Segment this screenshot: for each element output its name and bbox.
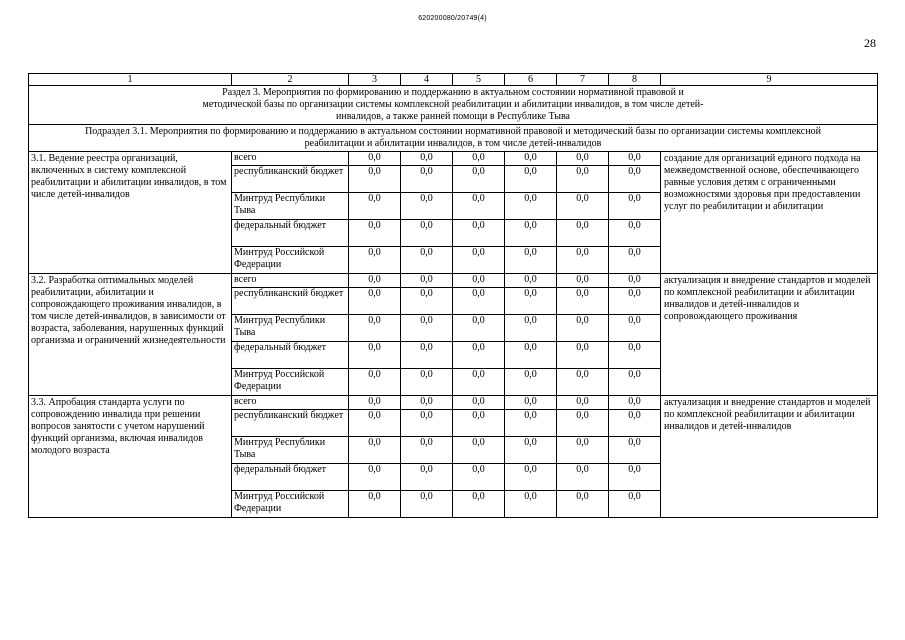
amount-cell: 0,0 <box>505 396 557 410</box>
table-row <box>29 152 878 166</box>
amount-cell: 0,0 <box>557 288 609 315</box>
funding-source: федеральный бюджет <box>232 220 349 247</box>
amount-cell: 0,0 <box>609 152 661 166</box>
amount-cell: 0,0 <box>505 166 557 193</box>
amount-cell: 0,0 <box>401 315 453 342</box>
measure-title: 3.3. Апробация стандарта услуги по сопровождению инвалида при решении вопросов занятости с учетом нарушений функций организма, включая инвалидов молодого возраста <box>29 396 232 518</box>
amount-cell: 0,0 <box>401 410 453 437</box>
amount-cell: 0,0 <box>349 410 401 437</box>
amount-cell: 0,0 <box>557 437 609 464</box>
funding-source: федеральный бюджет <box>232 342 349 369</box>
amount-cell: 0,0 <box>505 220 557 247</box>
amount-cell: 0,0 <box>401 193 453 220</box>
funding-source: всего <box>232 274 349 288</box>
amount-cell: 0,0 <box>505 369 557 396</box>
funding-source: Минтруд Республики Тыва <box>232 437 349 464</box>
amount-cell: 0,0 <box>557 315 609 342</box>
amount-cell: 0,0 <box>609 410 661 437</box>
amount-cell: 0,0 <box>505 152 557 166</box>
amount-cell: 0,0 <box>505 491 557 518</box>
amount-cell: 0,0 <box>401 247 453 274</box>
amount-cell: 0,0 <box>609 437 661 464</box>
funding-source: всего <box>232 396 349 410</box>
amount-cell: 0,0 <box>453 274 505 288</box>
column-header-row <box>29 74 878 86</box>
amount-cell: 0,0 <box>505 288 557 315</box>
table-row <box>29 274 878 288</box>
amount-cell: 0,0 <box>557 410 609 437</box>
funding-source: федеральный бюджет <box>232 464 349 491</box>
amount-cell: 0,0 <box>401 152 453 166</box>
amount-cell: 0,0 <box>557 193 609 220</box>
amount-cell: 0,0 <box>453 491 505 518</box>
amount-cell: 0,0 <box>505 464 557 491</box>
amount-cell: 0,0 <box>349 491 401 518</box>
amount-cell: 0,0 <box>453 437 505 464</box>
amount-cell: 0,0 <box>557 342 609 369</box>
amount-cell: 0,0 <box>401 437 453 464</box>
column-header: 6 <box>505 74 557 86</box>
subsection-row <box>29 125 878 152</box>
amount-cell: 0,0 <box>609 220 661 247</box>
funding-source: всего <box>232 152 349 166</box>
amount-cell: 0,0 <box>349 315 401 342</box>
funding-source: республиканский бюджет <box>232 166 349 193</box>
measure-title: 3.1. Ведение реестра организаций, включенных в систему комплексной реабилитации и абилитации инвалидов, в том числе детей-инвалидов <box>29 152 232 274</box>
amount-cell: 0,0 <box>557 491 609 518</box>
amount-cell: 0,0 <box>557 274 609 288</box>
amount-cell: 0,0 <box>453 464 505 491</box>
amount-cell: 0,0 <box>609 166 661 193</box>
amount-cell: 0,0 <box>349 152 401 166</box>
funding-source: Минтруд Российской Федерации <box>232 491 349 518</box>
amount-cell: 0,0 <box>609 342 661 369</box>
funding-source: Минтруд Российской Федерации <box>232 247 349 274</box>
amount-cell: 0,0 <box>349 274 401 288</box>
amount-cell: 0,0 <box>609 288 661 315</box>
amount-cell: 0,0 <box>453 410 505 437</box>
amount-cell: 0,0 <box>401 288 453 315</box>
amount-cell: 0,0 <box>453 152 505 166</box>
column-header: 7 <box>557 74 609 86</box>
amount-cell: 0,0 <box>453 342 505 369</box>
amount-cell: 0,0 <box>401 342 453 369</box>
amount-cell: 0,0 <box>401 166 453 193</box>
expected-result: актуализация и внедрение стандартов и моделей по комплексной реабилитации и абилитации инвалидов и детей-инвалидов <box>661 396 878 518</box>
amount-cell: 0,0 <box>453 193 505 220</box>
amount-cell: 0,0 <box>609 247 661 274</box>
amount-cell: 0,0 <box>557 396 609 410</box>
amount-cell: 0,0 <box>401 464 453 491</box>
amount-cell: 0,0 <box>453 247 505 274</box>
amount-cell: 0,0 <box>505 247 557 274</box>
amount-cell: 0,0 <box>609 464 661 491</box>
amount-cell: 0,0 <box>557 464 609 491</box>
amount-cell: 0,0 <box>505 193 557 220</box>
amount-cell: 0,0 <box>453 315 505 342</box>
amount-cell: 0,0 <box>505 274 557 288</box>
amount-cell: 0,0 <box>505 410 557 437</box>
funding-source: республиканский бюджет <box>232 410 349 437</box>
program-table <box>28 73 878 518</box>
amount-cell: 0,0 <box>609 396 661 410</box>
amount-cell: 0,0 <box>557 220 609 247</box>
amount-cell: 0,0 <box>349 247 401 274</box>
amount-cell: 0,0 <box>557 369 609 396</box>
amount-cell: 0,0 <box>609 274 661 288</box>
amount-cell: 0,0 <box>401 220 453 247</box>
amount-cell: 0,0 <box>349 166 401 193</box>
amount-cell: 0,0 <box>609 369 661 396</box>
section-title: Раздел 3. Мероприятия по формированию и поддержанию в актуальном состоянии нормативной правовой и методической базы по организации системы комплексной реабилитации и абилитации инвалидов, в том числе детей-инвалидов, а также ранней помощи в Республике Тыва <box>29 86 878 125</box>
amount-cell: 0,0 <box>557 152 609 166</box>
column-header: 9 <box>661 74 878 86</box>
amount-cell: 0,0 <box>401 369 453 396</box>
amount-cell: 0,0 <box>349 369 401 396</box>
amount-cell: 0,0 <box>453 220 505 247</box>
column-header: 5 <box>453 74 505 86</box>
amount-cell: 0,0 <box>349 464 401 491</box>
section-row <box>29 86 878 125</box>
amount-cell: 0,0 <box>505 342 557 369</box>
amount-cell: 0,0 <box>453 369 505 396</box>
column-header: 4 <box>401 74 453 86</box>
amount-cell: 0,0 <box>349 342 401 369</box>
amount-cell: 0,0 <box>609 193 661 220</box>
amount-cell: 0,0 <box>349 220 401 247</box>
column-header: 3 <box>349 74 401 86</box>
funding-source: Минтруд Российской Федерации <box>232 369 349 396</box>
amount-cell: 0,0 <box>505 437 557 464</box>
column-header: 2 <box>232 74 349 86</box>
amount-cell: 0,0 <box>349 396 401 410</box>
funding-source: Минтруд Республики Тыва <box>232 315 349 342</box>
measure-title: 3.2. Разработка оптимальных моделей реабилитации, абилитации и сопровождающего проживания инвалидов, в том числе детей-инвалидов, в зависимости от возраста, заболевания, нарушенных функций организма и ограничений жизнедеятельности <box>29 274 232 396</box>
funding-source: Минтруд Республики Тыва <box>232 193 349 220</box>
amount-cell: 0,0 <box>349 193 401 220</box>
amount-cell: 0,0 <box>453 288 505 315</box>
amount-cell: 0,0 <box>609 491 661 518</box>
column-header: 8 <box>609 74 661 86</box>
amount-cell: 0,0 <box>349 437 401 464</box>
subsection-title: Подраздел 3.1. Мероприятия по формированию и поддержанию в актуальном состоянии нормативной правовой и методический базы по организации системы комплексной реабилитации и абилитации инвалидов, в том числе детей-инвалидов <box>29 125 878 152</box>
expected-result: создание для организаций единого подхода на межведомственной основе, обеспечивающего равные условия детям с ограниченными возможностями здоровья при предоставлении услуг по реабилитации и абилитации <box>661 152 878 274</box>
page-number: 28 <box>864 36 876 50</box>
amount-cell: 0,0 <box>557 166 609 193</box>
amount-cell: 0,0 <box>609 315 661 342</box>
document-code: 620200080/20749(4) <box>418 15 487 22</box>
amount-cell: 0,0 <box>349 288 401 315</box>
amount-cell: 0,0 <box>505 315 557 342</box>
amount-cell: 0,0 <box>401 274 453 288</box>
amount-cell: 0,0 <box>401 396 453 410</box>
amount-cell: 0,0 <box>557 247 609 274</box>
amount-cell: 0,0 <box>453 396 505 410</box>
table-row <box>29 396 878 410</box>
amount-cell: 0,0 <box>453 166 505 193</box>
funding-source: республиканский бюджет <box>232 288 349 315</box>
column-header: 1 <box>29 74 232 86</box>
amount-cell: 0,0 <box>401 491 453 518</box>
expected-result: актуализация и внедрение стандартов и моделей по комплексной реабилитации и абилитации инвалидов и детей-инвалидов и сопровождающего проживания <box>661 274 878 396</box>
